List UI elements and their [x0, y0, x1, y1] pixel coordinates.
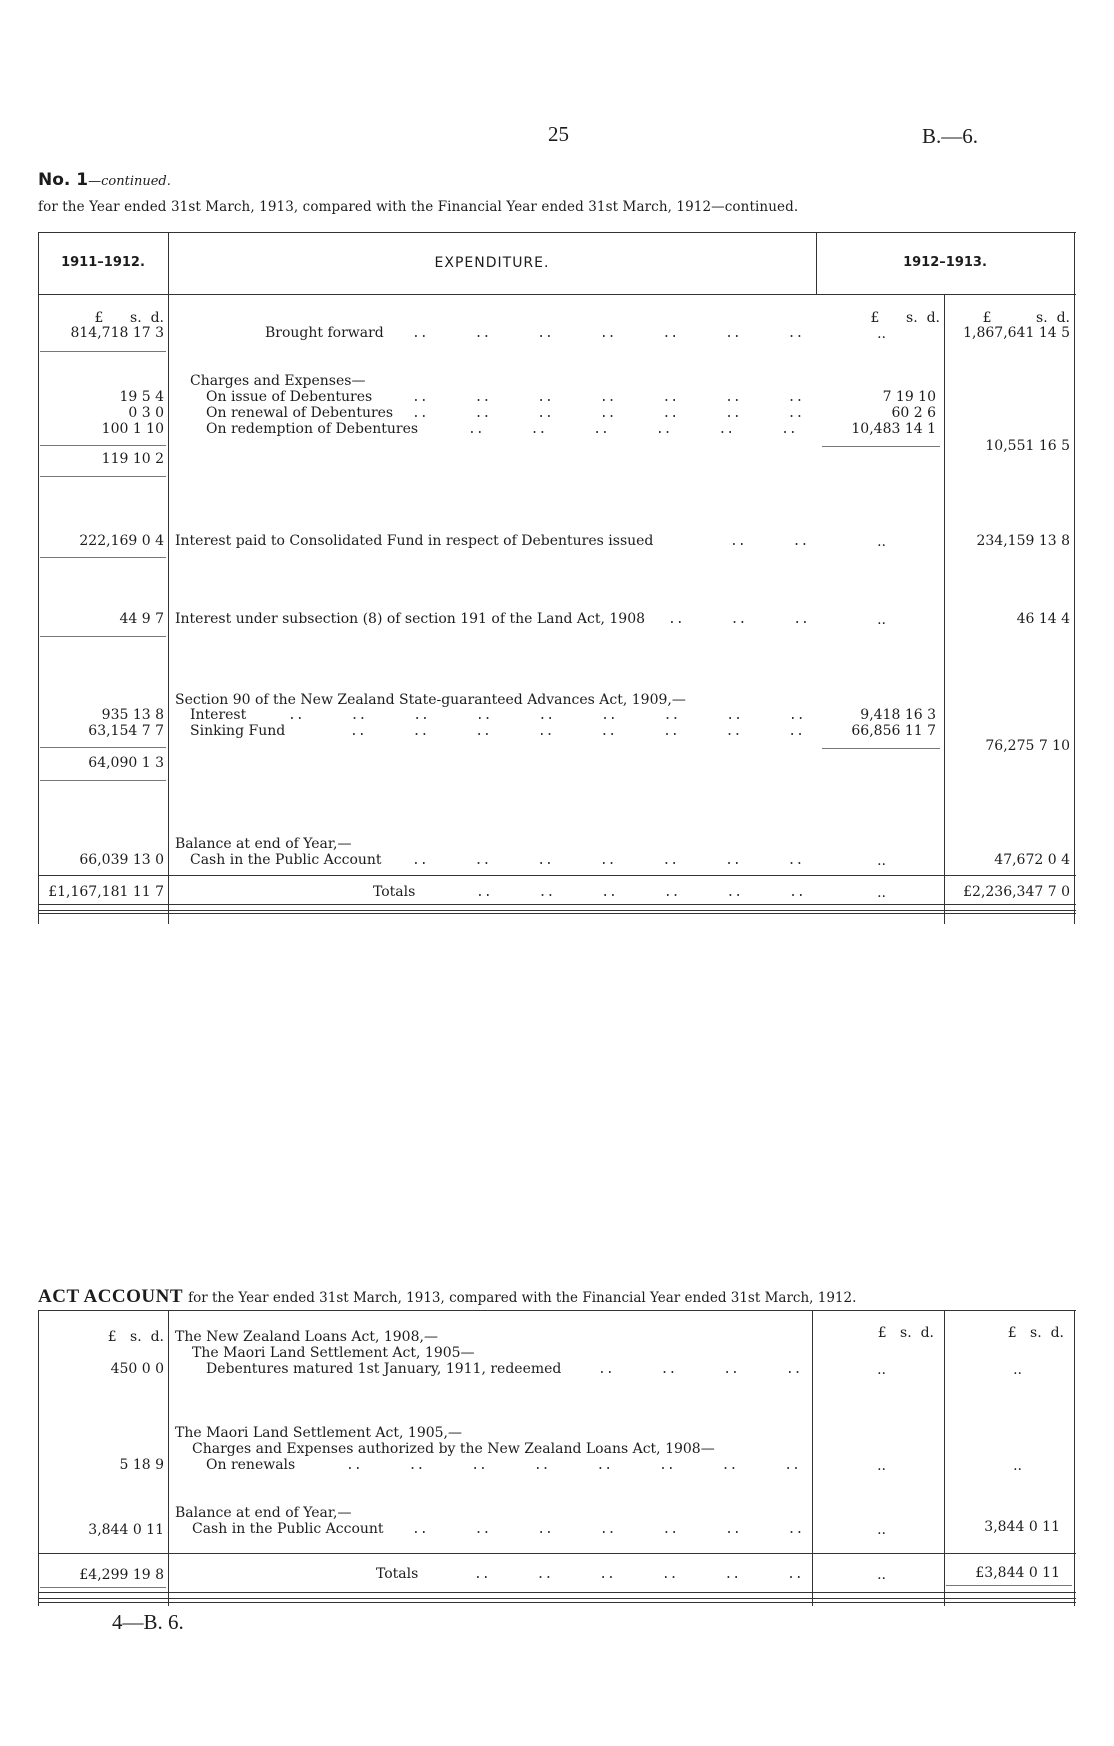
- interest-land-act-1911: 44 9 7: [119, 611, 164, 627]
- brought-forward-1911: 814,718 17 3: [70, 325, 164, 341]
- brought-forward-label: Brought forward: [265, 325, 384, 341]
- section90-subtotal-1911: 64,090 1 3: [88, 755, 164, 771]
- renewals-label: On renewals: [206, 1457, 296, 1473]
- charges-heading: Charges and Expenses—: [190, 373, 366, 389]
- section90-heading: Section 90 of the New Zealand State-guaranteed Advances Act, 1909,—: [175, 692, 686, 708]
- leader-dots: .. ..: [730, 534, 809, 549]
- column-header-1912-1913: 1912–1913.: [903, 255, 987, 270]
- balance-1912: 47,672 0 4: [994, 852, 1070, 868]
- charges-renewal-label: On renewal of Debentures: [206, 405, 394, 421]
- leader-dots: .. .. .. .. .. .. ..: [412, 853, 804, 868]
- section90-interest-label: Interest: [190, 707, 247, 723]
- currency-header-left: £ s. d.: [94, 310, 164, 326]
- leader-dots: .. .. .. .. .. ..: [476, 885, 805, 900]
- debentures-redeemed-label: Debentures matured 1st January, 1911, redeemed: [206, 1361, 562, 1377]
- act-loans-heading: The New Zealand Loans Act, 1908,—: [175, 1329, 438, 1345]
- leader-dots: .. .. .. .. .. ..: [474, 1567, 803, 1582]
- page-number: 25: [548, 122, 569, 146]
- currency-header-right: £ s. d.: [982, 310, 1070, 326]
- section90-sinking-1911: 63,154 7 7: [88, 723, 164, 739]
- column-header-1911-1912: 1911–1912.: [61, 255, 145, 270]
- act-currency-header-mid: £ s. d.: [877, 1325, 934, 1341]
- leader-dots: .. .. .. .. .. .. ..: [412, 326, 804, 341]
- table-subtitle: for the Year ended 31st March, 1913, compared with the Financial Year ended 31st March, 1912—continued.: [38, 199, 799, 215]
- totals-1911: £1,167,181 11 7: [48, 884, 164, 900]
- totals-label: Totals: [373, 884, 416, 900]
- balance-heading: Balance at end of Year,—: [175, 836, 352, 852]
- brought-forward-mid: ..: [877, 326, 886, 342]
- column-header-expenditure: EXPENDITURE.: [434, 255, 550, 271]
- charges-redemption-1912: 10,483 14 1: [851, 421, 936, 437]
- interest-land-act-mid: ..: [877, 612, 886, 628]
- section90-sinking-1912: 66,856 11 7: [851, 723, 936, 739]
- document-reference: B.—6.: [922, 124, 979, 148]
- charges-authorized-heading: Charges and Expenses authorized by the New Zealand Loans Act, 1908—: [192, 1441, 715, 1457]
- renewals-1912: ..: [1013, 1458, 1022, 1474]
- brought-forward-1912: 1,867,641 14 5: [963, 325, 1070, 341]
- charges-issue-label: On issue of Debentures: [206, 389, 373, 405]
- leader-dots: .. .. .. .. .. .. .. ..: [350, 724, 804, 739]
- charges-total-1912: 10,551 16 5: [985, 438, 1070, 454]
- charges-subtotal-1911: 119 10 2: [101, 451, 164, 467]
- act-totals-1911: £4,299 19 8: [79, 1567, 164, 1583]
- debentures-redeemed-1912: ..: [1013, 1362, 1022, 1378]
- section90-sinking-label: Sinking Fund: [190, 723, 286, 739]
- charges-redemption-label: On redemption of Debentures: [206, 421, 419, 437]
- charges-issue-1911: 19 5 4: [119, 389, 164, 405]
- act-balance-label: Cash in the Public Account: [192, 1521, 384, 1537]
- leader-dots: .. .. .. .. .. ..: [468, 422, 797, 437]
- charges-renewal-1912: 60 2 6: [891, 405, 936, 421]
- currency-header-mid: £ s. d.: [870, 310, 940, 326]
- act-maori-heading-2: The Maori Land Settlement Act, 1905,—: [175, 1425, 462, 1441]
- section90-total-1912: 76,275 7 10: [985, 738, 1070, 754]
- leader-dots: .. .. ..: [668, 612, 809, 627]
- charges-issue-1912: 7 19 10: [882, 389, 936, 405]
- balance-1911: 66,039 13 0: [79, 852, 164, 868]
- table-heading: No. 1—continued.: [38, 170, 171, 190]
- balance-mid: ..: [877, 853, 886, 869]
- leader-dots: .. .. .. .. .. .. ..: [412, 406, 804, 421]
- totals-mid: ..: [877, 885, 886, 901]
- act-currency-header-right: £ s. d.: [1007, 1325, 1064, 1341]
- act-account-heading: ACT ACCOUNT for the Year ended 31st March, 1913, compared with the Financial Year ended 31st March, 1912.: [38, 1286, 857, 1307]
- renewals-mid: ..: [877, 1458, 886, 1474]
- interest-consolidated-1911: 222,169 0 4: [79, 533, 164, 549]
- act-maori-heading: The Maori Land Settlement Act, 1905—: [192, 1345, 475, 1361]
- act-balance-heading: Balance at end of Year,—: [175, 1505, 352, 1521]
- interest-consolidated-label: Interest paid to Consolidated Fund in respect of Debentures issued: [175, 533, 654, 549]
- section90-interest-1912: 9,418 16 3: [860, 707, 936, 723]
- act-balance-1911: 3,844 0 11: [88, 1522, 164, 1538]
- act-balance-mid: ..: [877, 1522, 886, 1538]
- section90-interest-1911: 935 13 8: [101, 707, 164, 723]
- balance-label: Cash in the Public Account: [190, 852, 382, 868]
- charges-renewal-1911: 0 3 0: [128, 405, 164, 421]
- interest-consolidated-mid: ..: [877, 534, 886, 550]
- debentures-redeemed-1911: 450 0 0: [110, 1361, 164, 1377]
- debentures-redeemed-mid: ..: [877, 1362, 886, 1378]
- renewals-1911: 5 18 9: [119, 1457, 164, 1473]
- act-totals-1912: £3,844 0 11: [975, 1565, 1060, 1581]
- leader-dots: .. .. .. .. .. .. ..: [412, 1522, 804, 1537]
- act-totals-mid: ..: [877, 1567, 886, 1583]
- footer-reference: 4—B. 6.: [112, 1610, 184, 1634]
- interest-land-act-label: Interest under subsection (8) of section 191 of the Land Act, 1908: [175, 611, 646, 627]
- charges-redemption-1911: 100 1 10: [101, 421, 164, 437]
- interest-land-act-1912: 46 14 4: [1016, 611, 1070, 627]
- leader-dots: .. .. .. ..: [598, 1362, 802, 1377]
- leader-dots: .. .. .. .. .. .. .. .. ..: [288, 708, 805, 723]
- leader-dots: .. .. .. .. .. .. ..: [412, 390, 804, 405]
- interest-consolidated-1912: 234,159 13 8: [976, 533, 1070, 549]
- act-currency-header-left: £ s. d.: [107, 1329, 164, 1345]
- act-balance-1912: 3,844 0 11: [984, 1519, 1060, 1535]
- leader-dots: .. .. .. .. .. .. .. ..: [346, 1458, 800, 1473]
- totals-1912: £2,236,347 7 0: [963, 884, 1070, 900]
- act-totals-label: Totals: [376, 1566, 419, 1582]
